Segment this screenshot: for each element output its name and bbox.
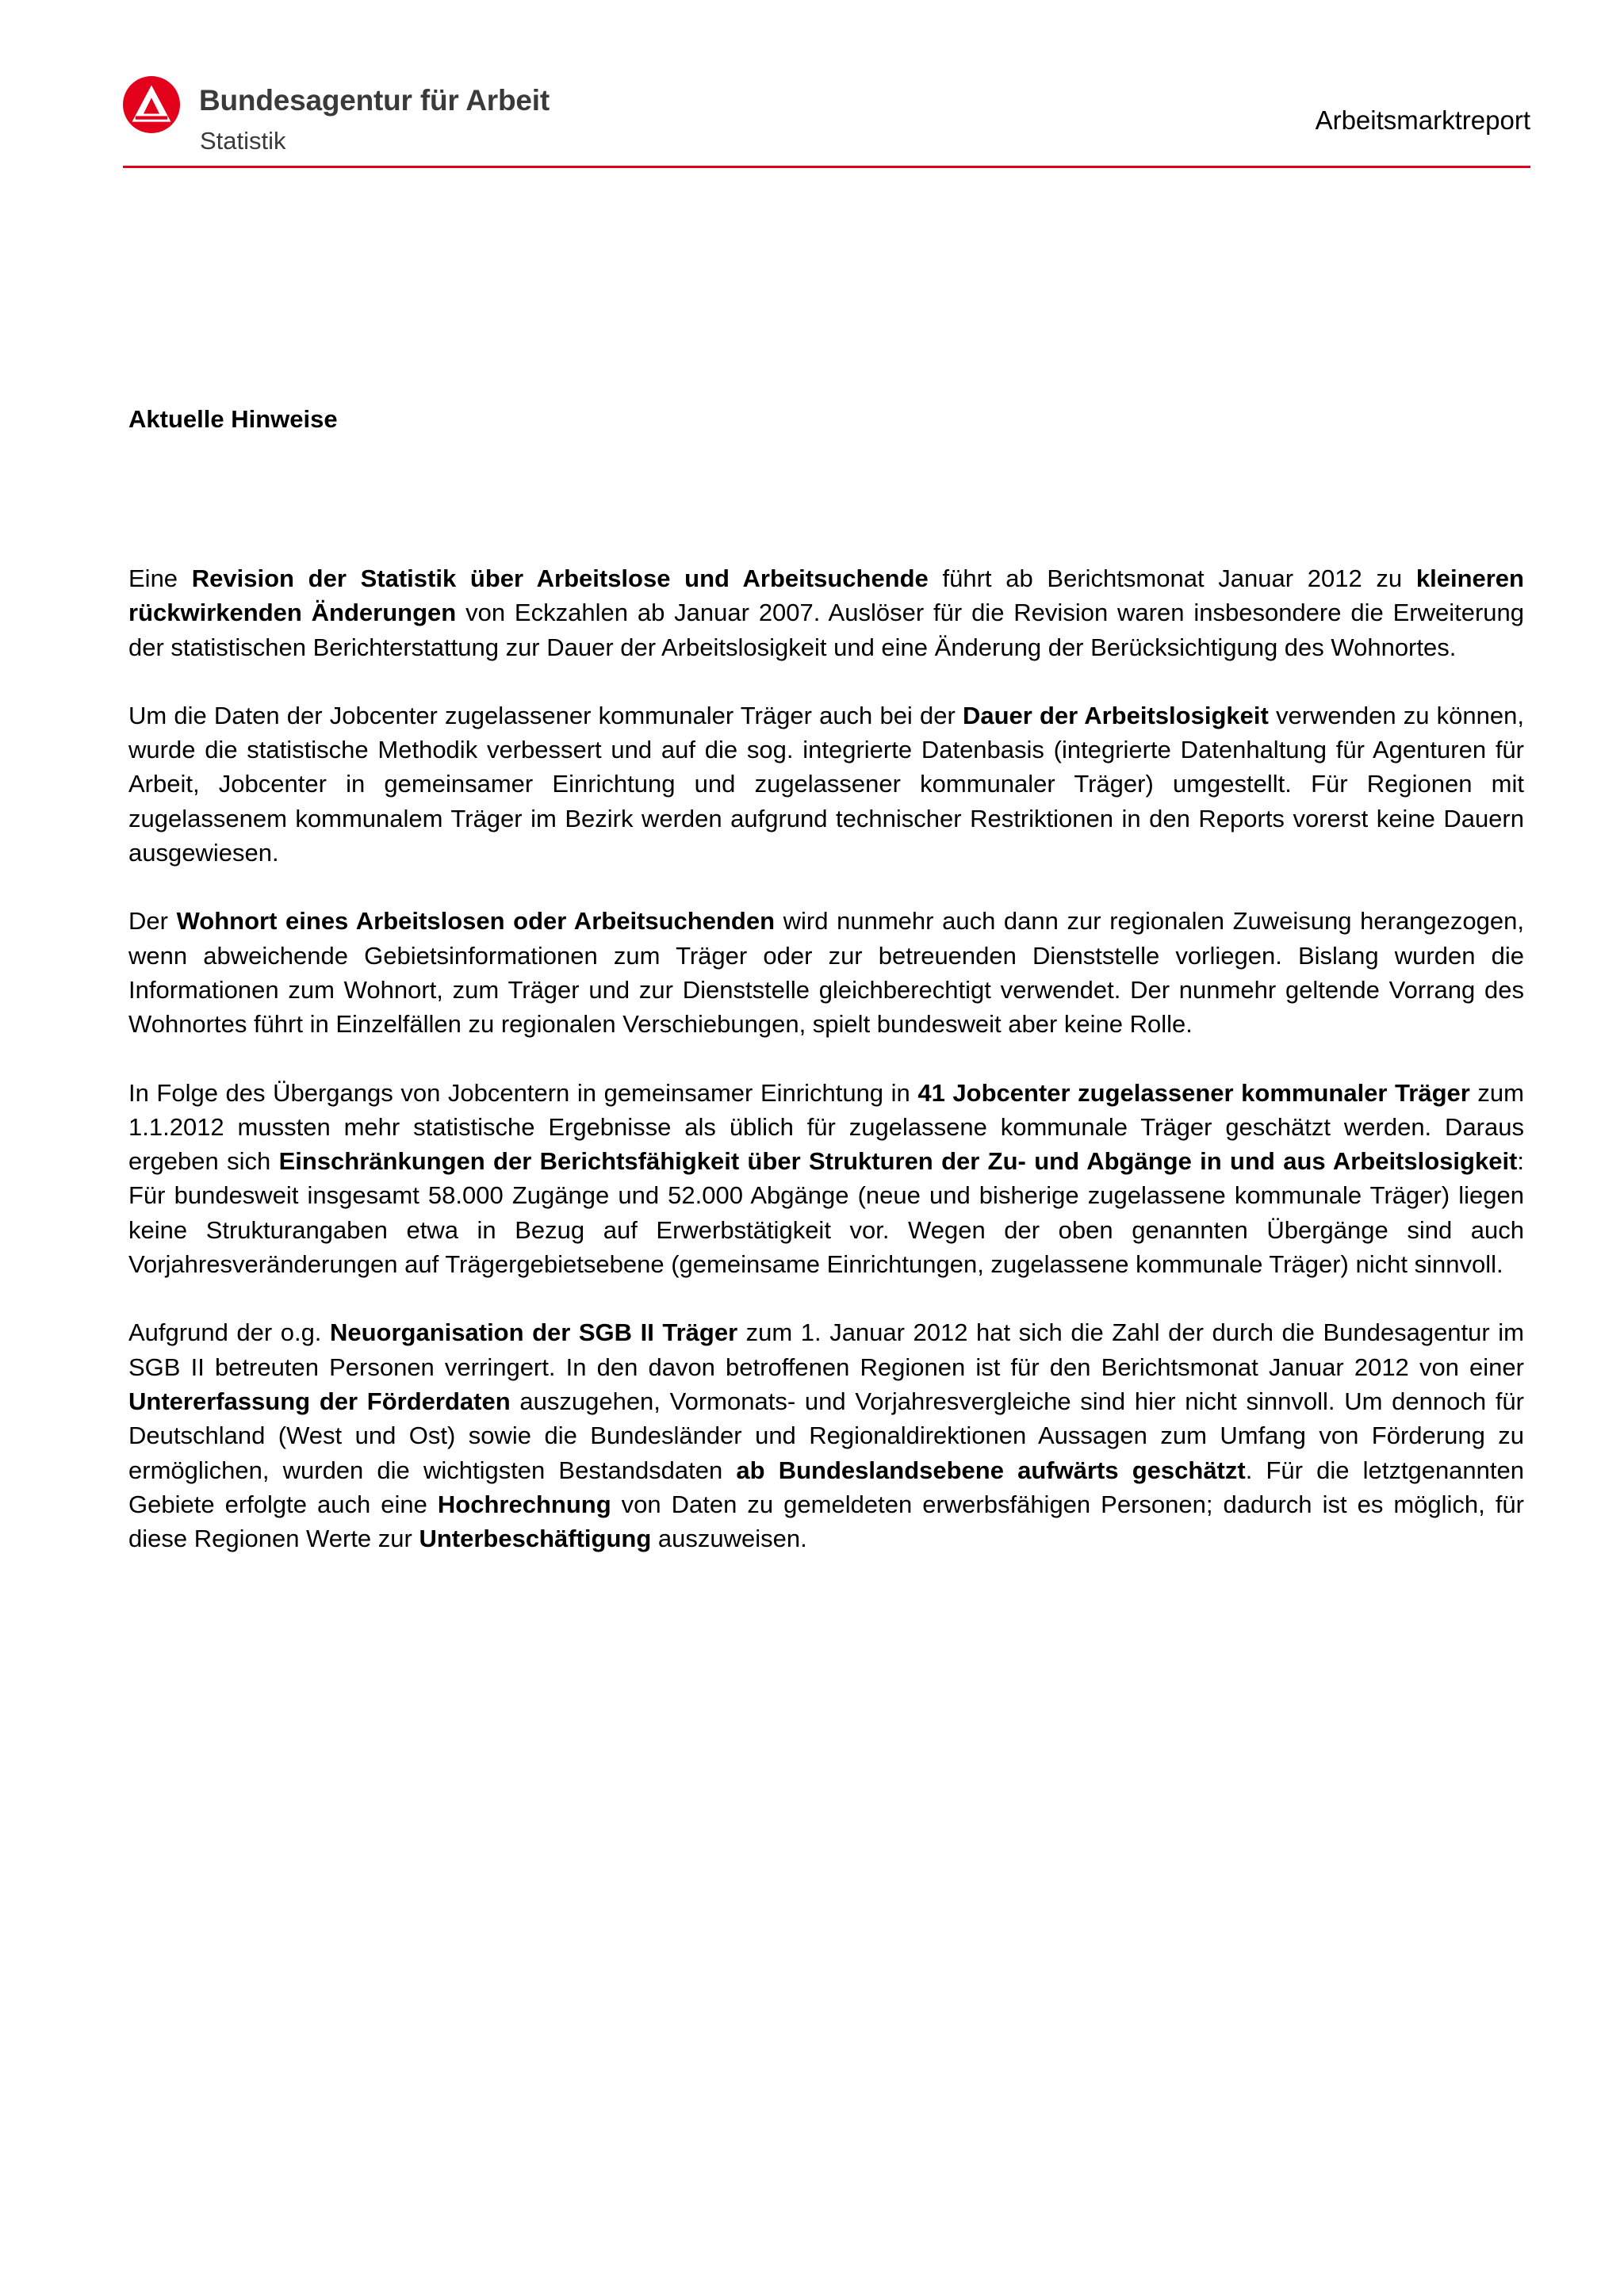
bold-text-run: ab Bundeslandsebene aufwärts geschätzt — [736, 1456, 1246, 1484]
paragraph-wohnort — [128, 904, 1524, 1041]
bold-text-run: Dauer der Arbeitslosigkeit — [962, 701, 1269, 729]
text-run: auszugehen, Vormonats- und Vorjahresvergleiche sind hier nicht sinnvoll. Um dennoch für Deutschland (West und Ost) sowie die Bundesländer und Regionaldirektionen Aussagen zum Umfang von Förderung zu ermöglichen, wurden die wichtigsten Bestandsdaten — [128, 1387, 1524, 1484]
section-heading: Aktuelle Hinweise — [128, 405, 338, 433]
text-run: verwenden zu können, wurde die statistische Methodik verbessert und auf die sog. integrierte Datenbasis (integrierte Datenhaltung für Agenturen für Arbeit, Jobcenter in gemeinsamer Einrichtung und zugelassener kommunaler Träger) umgestellt. Für Regionen mit zugelassenem kommunalem Träger im Bezirk werden aufgrund technischer Restriktionen in den Reports vorerst keine Dauern ausgewiesen. — [128, 701, 1524, 867]
bold-text-run: Neuorganisation der SGB II Träger — [329, 1318, 738, 1347]
ba-logo-icon — [123, 76, 180, 133]
text-run: Um die Daten der Jobcenter zugelassener kommunaler Träger auch bei der — [128, 701, 963, 729]
paragraph-dauer — [128, 698, 1524, 870]
bold-text-run: 41 Jobcenter zugelassener kommunaler Träger — [917, 1078, 1470, 1107]
header-divider — [123, 166, 1530, 168]
paragraph-neuorganisation — [128, 1315, 1524, 1556]
bold-text-run: Hochrechnung — [437, 1490, 611, 1518]
text-run: Aufgrund der o.g. — [128, 1318, 330, 1347]
text-run: zum 1.1.2012 mussten mehr statistische Ergebnisse als üblich für zugelassene kommunale Träger geschätzt werden. Daraus ergeben sich — [128, 1078, 1524, 1176]
text-run: von Daten zu gemeldeten erwerbsfähigen Personen; dadurch ist es möglich, für diese Regionen Werte zur — [128, 1490, 1524, 1553]
bold-text-run: Wohnort eines Arbeitslosen oder Arbeitsuchenden — [176, 907, 776, 936]
text-run: . Für die letztgenannten Gebiete erfolgte auch eine — [128, 1456, 1524, 1518]
bold-text-run: Einschränkungen der Berichtsfähigkeit über Strukturen der Zu- und Abgänge in und aus Arbeitslosigkeit — [278, 1147, 1518, 1176]
text-run: zum 1. Januar 2012 hat sich die Zahl der durch die Bundesagentur im SGB II betreuten Personen verringert. In den davon betroffenen Regionen ist für den Berichtsmonat Januar 2012 von einer — [128, 1318, 1524, 1381]
text-run: : Für bundesweit insgesamt 58.000 Zugänge und 52.000 Abgänge (neue und bisherige zugelassene kommunale Träger) liegen keine Strukturangaben etwa in Bezug auf Erwerbstätigkeit vor. Wegen der oben genannten Übergänge sind auch Vorjahresveränderungen auf Trägergebietsebene (gemeinsame Einrichtungen, zugelassene kommunale Träger) nicht sinnvoll. — [128, 1147, 1525, 1279]
bold-text-run: Unterbeschäftigung — [419, 1525, 652, 1553]
text-run: von Eckzahlen ab Januar 2007. Auslöser für die Revision waren insbesondere die Erweiterung der statistischen Berichterstattung zur Dauer der Arbeitslosigkeit und eine Änderung der Berücksichtigung des Wohnortes. — [128, 599, 1524, 661]
main-content — [128, 404, 1524, 1556]
brand-name: Bundesagentur für Arbeit — [199, 84, 550, 117]
paragraph-jobcenter — [128, 1076, 1524, 1282]
text-run: führt ab Berichtsmonat Januar 2012 zu — [928, 564, 1416, 592]
text-run: auszuweisen. — [651, 1525, 807, 1553]
bold-text-run: Revision der Statistik über Arbeitslose und Arbeitsuchende — [191, 564, 929, 592]
brand-subtitle: Statistik — [200, 127, 286, 155]
text-run: wird nunmehr auch dann zur regionalen Zuweisung herangezogen, wenn abweichende Gebietsinformationen zum Träger oder zur betreuenden Dienststelle vorliegen. Bislang wurden die Informationen zum Wohnort, zum Träger und zur Dienststelle gleichberechtigt verwendet. Der nunmehr geltende Vorrang des Wohnortes führt in Einzelfällen zu regionalen Verschiebungen, spielt bundesweit aber keine Rolle. — [128, 907, 1524, 1039]
page-header — [123, 70, 1530, 168]
bold-text-run: kleineren rückwirkenden Änderungen — [128, 564, 1524, 627]
text-run: In Folge des Übergangs von Jobcentern in gemeinsamer Einrichtung in — [128, 1078, 918, 1107]
text-run: Eine — [128, 564, 192, 592]
report-title: Arbeitsmarktreport — [1315, 105, 1530, 135]
bold-text-run: Untererfassung der Förderdaten — [128, 1387, 511, 1415]
paragraph-revision — [128, 561, 1524, 664]
text-run: Der — [128, 907, 177, 936]
